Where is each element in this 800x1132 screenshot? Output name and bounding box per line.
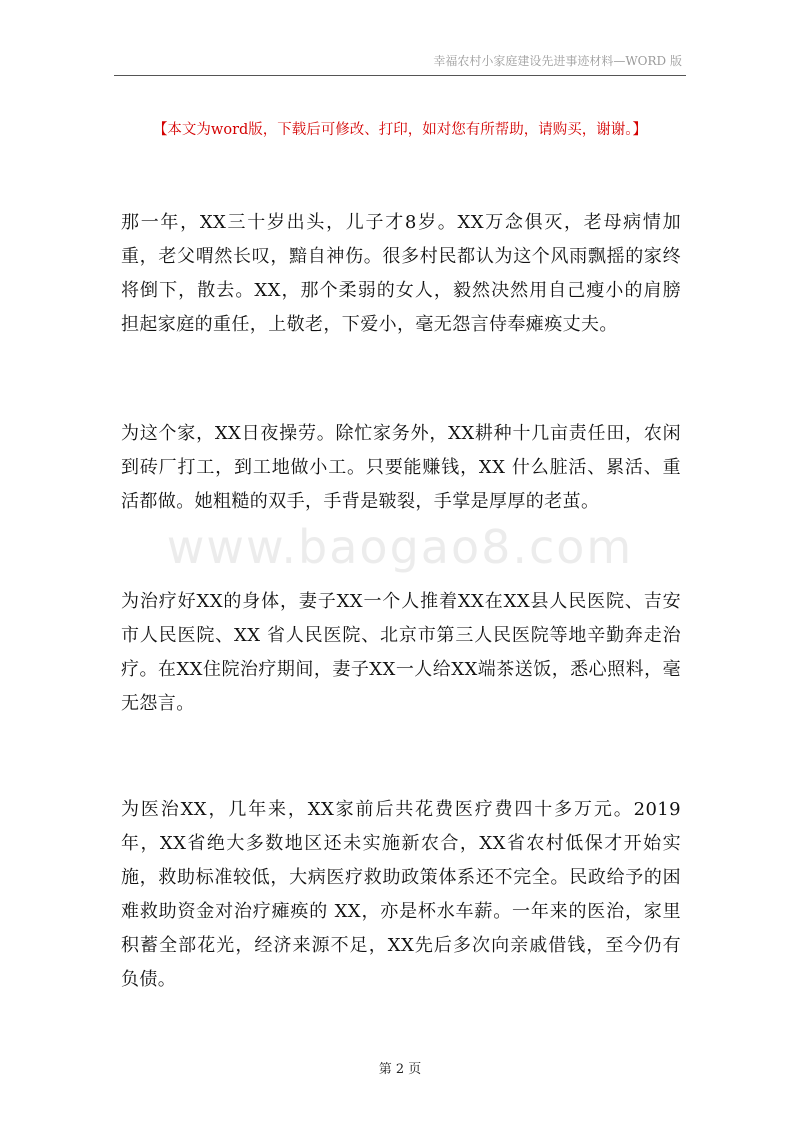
body-paragraph-2: 为这个家，XX日夜操劳。除忙家务外，XX耕种十几亩责任田，农闲到砖厂打工，到工地做小工。只要能赚钱，XX 什么脏活、累活、重活都做。她粗糙的双手，手背是皲裂，手掌是厚厚的老茧。 xyxy=(121,423,681,512)
header-divider xyxy=(114,75,686,76)
download-notice: 【本文为word版，下载后可修改、打印，如对您有所帮助，请购买，谢谢。】 xyxy=(152,122,648,138)
watermark: www.baogao8.com xyxy=(166,520,634,574)
body-paragraph-4: 为医治XX，几年来，XX家前后共花费医疗费四十多万元。2019年，XX省绝大多数地区还未实施新农合，XX省农村低保才开始实施，救助标准较低，大病医疗救助政策体系还不完全。民政给予的困难救助资金对治疗瘫痪的 XX，亦是杯水车薪。一年来的医治，家里积蓄全部花光，经济来源不足，XX先后多次向亲戚借钱，至今仍有负债。 xyxy=(121,799,681,990)
running-header: 幸福农村小家庭建设先进事迹材料—WORD 版 xyxy=(433,54,682,68)
body-paragraph-1: 那一年，XX三十岁出头，儿子才8岁。XX万念俱灭，老母病情加重，老父喟然长叹，黯自神伤。很多村民都认为这个风雨飘摇的家终将倒下，散去。XX，那个柔弱的女人，毅然决然用自己瘦小的肩膀担起家庭的重任，上敬老，下爱小，毫无怨言侍奉瘫痪丈夫。 xyxy=(121,212,681,335)
page-number: 第 2 页 xyxy=(378,1062,422,1077)
body-paragraph-3: 为治疗好XX的身体，妻子XX一个人推着XX在XX县人民医院、吉安市人民医院、XX 省人民医院、北京市第三人民医院等地辛勤奔走治疗。在XX住院治疗期间，妻子XX一人给XX端茶送饭，悉心照料，毫无怨言。 xyxy=(121,591,681,714)
